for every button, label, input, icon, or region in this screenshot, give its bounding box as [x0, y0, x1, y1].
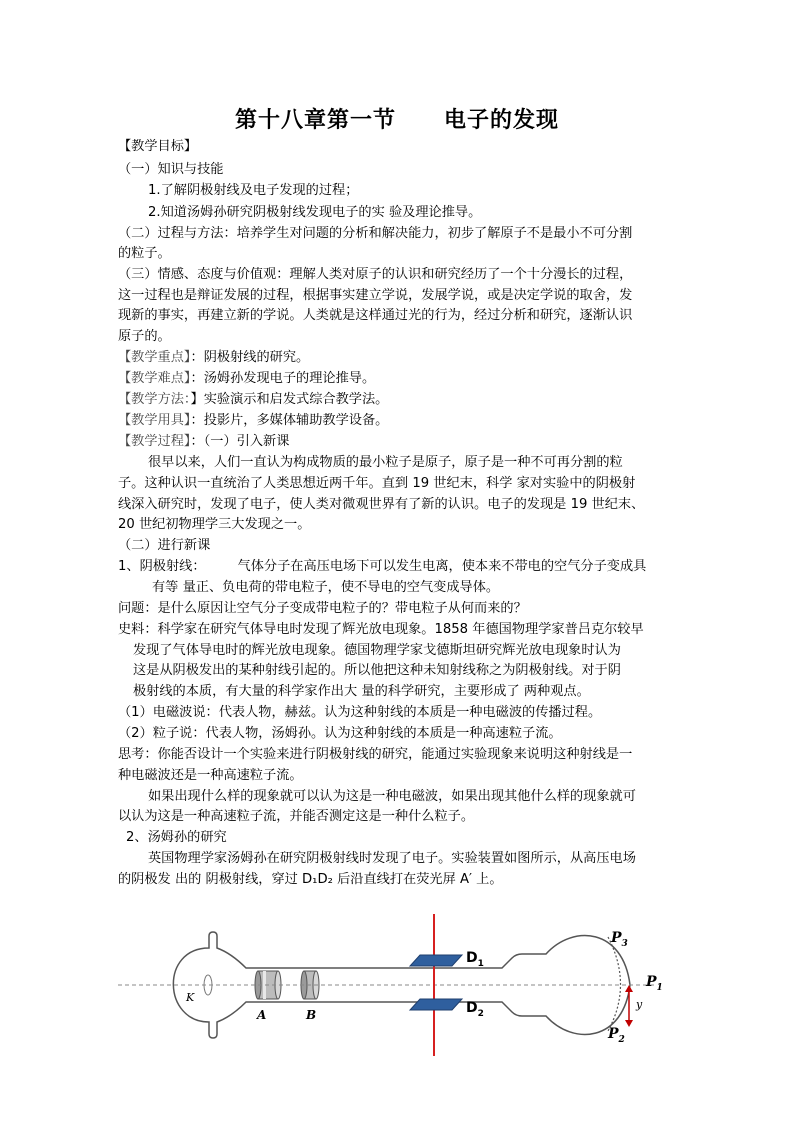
thomson-line-2: 的阴极发 出的 阴极射线，穿过 D₁D₂ 后沿直线打在荧光屏 A′ 上。 — [118, 872, 503, 887]
process-label: 【教学过程】 — [118, 434, 191, 449]
intro-line-2: 子。这种认识一直统治了人类思想近两千年。直到 19 世纪末，科学 家对实验中的阴极射 — [118, 476, 636, 491]
goals-emotion-1: （三）情感、态度与价值观：理解人类对原子的认识和研究经历了一个十分漫长的过程， — [118, 267, 633, 282]
label-y: y — [636, 998, 643, 1011]
newlesson-header: （二）进行新课 — [118, 538, 211, 553]
label-d2: $D_2$ — [466, 1000, 484, 1019]
question-line: 问题：是什么原因让空气分子变成带电粒子的？带电粒子从何而来的？ — [118, 601, 527, 616]
think-line-3: 如果出现什么样的现象就可以认为这是一种电磁波，如果出现其他什么样的现象就可 — [148, 789, 636, 804]
label-b: B — [306, 1008, 317, 1022]
method-label: 【教学方法： — [118, 392, 191, 407]
goals-header: 【教学目标】 — [118, 139, 198, 154]
thomson-header: 2、汤姆孙的研究 — [126, 830, 227, 845]
think-line-2: 种电磁波还是一种高速粒子流。 — [118, 768, 303, 783]
goals-process-2: 的粒子。 — [118, 246, 171, 261]
thomson-tube-diagram — [118, 910, 678, 1060]
goals-knowledge: （一）知识与技能 — [118, 162, 224, 177]
page-title — [0, 103, 794, 134]
teaching-method — [118, 390, 388, 410]
focus-text: ：阴极射线的研究。 — [190, 350, 310, 365]
teaching-tools — [118, 411, 388, 431]
arrow-head-down — [625, 1020, 633, 1027]
plate-d1 — [410, 955, 462, 966]
cathode-ray-label: 1、阴极射线： — [118, 559, 206, 574]
intro-line-3: 线深入研究时，发现了电子，使人类对微观世界有了新的认识。电子的发现是 19 世纪末、 — [118, 497, 645, 512]
history-line-1: 史料：科学家在研究气体导电时发现了辉光放电现象。1858 年德国物理学家普吕克尔较早 — [118, 622, 644, 637]
chapter-title: 第十八章第一节 — [234, 108, 396, 133]
goals-process-1: （二）过程与方法：培养学生对问题的分析和解决能力，初步了解原子不是最小不可分割 — [118, 226, 633, 241]
label-a: A — [257, 1008, 267, 1022]
label-p2: $P_2$ — [608, 1026, 625, 1045]
cathode-ray-text: 气体分子在高压电场下可以发生电离，使本来不带电的空气分子变成具 — [237, 559, 647, 574]
goals-emotion-3: 现新的事实，再建立新的学说。人类就是这样通过光的行为，经过分析和研究，逐渐认识 — [118, 308, 633, 323]
goals-k1: 1.了解阴极射线及电子发现的过程； — [148, 183, 359, 198]
view-electromagnetic: （1）电磁波说：代表人物，赫兹。认为这种射线的本质是一种电磁波的传播过程。 — [118, 705, 602, 720]
difficulty-label: 【教学难点】 — [118, 371, 191, 386]
label-p1: $P_1$ — [646, 974, 663, 993]
difficulty-text: ：汤姆孙发现电子的理论推导。 — [190, 371, 376, 386]
history-line-4: 极射线的本质，有大量的科学家作出大 量的科学研究，主要形成了 两种观点。 — [133, 684, 590, 699]
label-k: K — [186, 991, 195, 1004]
tools-text: ：投影片，多媒体辅助教学设备。 — [190, 413, 389, 428]
teaching-focus — [118, 348, 309, 368]
goals-emotion-4: 原子的。 — [118, 329, 171, 344]
think-line-4: 以认为这是一种高速粒子流，并能否测定这是一种什么粒子。 — [118, 809, 475, 824]
history-line-3: 这是从阴极发出的某种射线引起的。所以他把这种未知射线称之为阴极射线。对于阴 — [133, 663, 621, 678]
intro-line-4: 20 世纪初物理学三大发现之一。 — [118, 517, 311, 532]
teaching-process — [118, 432, 289, 452]
think-line-1: 思考：你能否设计一个实验来进行阴极射线的研究，能通过实验现象来说明这种射线是一 — [118, 747, 633, 762]
process-text: ：（一）引入新课 — [190, 434, 290, 449]
label-d1: $D_1$ — [466, 950, 484, 969]
label-p3: $P_3$ — [611, 930, 628, 949]
view-particle: （2）粒子说：代表人物，汤姆孙。认为这种射线的本质是一种高速粒子流。 — [118, 726, 562, 741]
cathode-ray-cont: 有等 量正、负电荷的带电粒子，使不导电的空气变成导体。 — [152, 580, 500, 595]
teaching-difficulty — [118, 369, 375, 389]
cathode-ray-section — [118, 557, 646, 577]
tools-label: 【教学用具】 — [118, 413, 191, 428]
history-line-2: 发现了气体导电时的辉光放电现象。德国物理学家戈德斯坦研究辉光放电现象时认为 — [133, 643, 621, 658]
goals-k2: 2.知道汤姆孙研究阴极射线发现电子的实 验及理论推导。 — [148, 205, 482, 220]
method-text: 】实验演示和启发式综合教学法。 — [190, 392, 389, 407]
intro-line-1: 很早以来，人们一直认为构成物质的最小粒子是原子，原子是一种不可再分割的粒 — [148, 455, 623, 470]
thomson-line-1: 英国物理学家汤姆孙在研究阴极射线时发现了电子。实验装置如图所示，从高压电场 — [148, 851, 636, 866]
topic-title: 电子的发现 — [444, 108, 560, 133]
goals-emotion-2: 这一过程也是辩证发展的过程，根据事实建立学说，发展学说，或是决定学说的取舍，发 — [118, 288, 633, 303]
focus-label: 【教学重点】 — [118, 350, 191, 365]
